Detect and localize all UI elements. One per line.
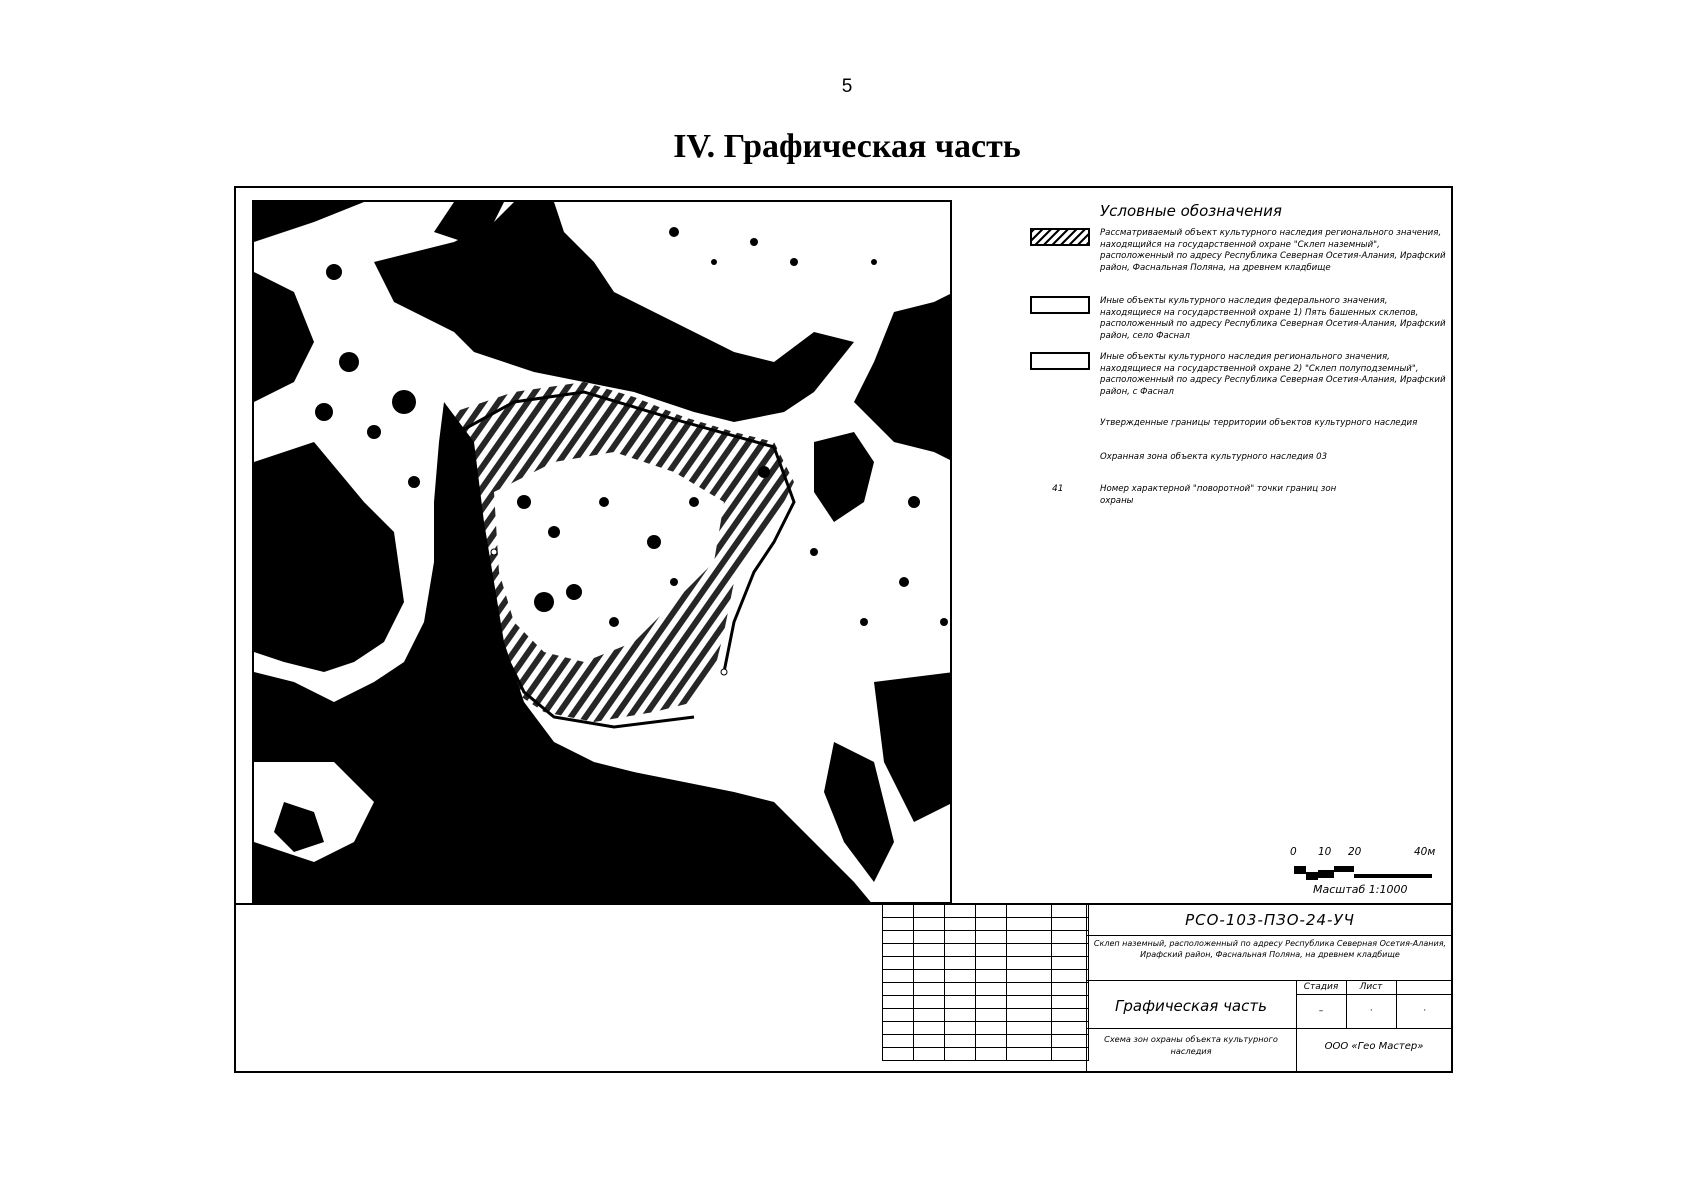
- outlined-box-icon: [1030, 352, 1090, 370]
- stamp-grid: [882, 904, 1089, 1061]
- scale-label-10: 10: [1318, 846, 1332, 858]
- sheets-value: ·: [1423, 1006, 1426, 1016]
- map-image: [254, 202, 952, 904]
- sheet-value: ·: [1369, 1006, 1373, 1016]
- outlined-box-icon: [1030, 296, 1090, 314]
- organization: ООО «Гео Мастер»: [1324, 1041, 1424, 1052]
- object-description: Склеп наземный, расположенный по адресу Республика Северная Осетия-Алания, Ирафский район, Фаснальная Поляна, на древнем кладбище: [1093, 939, 1447, 959]
- legend-item-5: Охранная зона объекта культурного наследия 03: [1100, 452, 1328, 462]
- stage-label: Стадия: [1303, 982, 1339, 992]
- legend-title: Условные обозначения: [1100, 202, 1282, 220]
- hatched-box-icon: [1030, 228, 1090, 246]
- point-marker-icon: 41: [1052, 484, 1064, 494]
- scale-label-20: 20: [1348, 846, 1362, 858]
- document-code: РСО-103-ПЗО-24-УЧ: [1185, 911, 1355, 929]
- scale-label-40: 40м: [1414, 846, 1436, 858]
- stage-value: –: [1318, 1006, 1324, 1016]
- page-number: 5: [841, 76, 853, 97]
- legend-item-2: Иные объекты культурного наследия федерального значения, находящиеся на государственной охране 1) Пять башенных склепов, расположенный по адресу Республика Северная Осетия-Алания, Ирафский район, село Фаснал: [1100, 296, 1446, 341]
- section-title: Графическая часть: [1115, 997, 1267, 1015]
- page-title: IV. Графическая часть: [673, 128, 1021, 165]
- sheet-label: Лист: [1359, 982, 1383, 992]
- scale-label-0: 0: [1290, 846, 1297, 858]
- legend-item-6: Номер характерной "поворотной" точки границ зон охраны: [1100, 484, 1337, 506]
- legend-item-1: Рассматриваемый объект культурного наследия регионального значения, находящийся на государственной охране "Склеп наземный", расположенный по адресу Республика Северная Осетия-Алания, Ирафский район, Фаснальная Поляна, на древнем кладбище: [1100, 228, 1446, 273]
- aerial-map: [252, 200, 952, 904]
- legend-item-3: Иные объекты культурного наследия регионального значения, находящиеся на государственной охране 2) "Склеп полуподземный", расположенный по адресу Республика Северная Осетия-Алания, Ирафский район, с Фаснал: [1100, 352, 1446, 397]
- legend-item-4: Утвержденные границы территории объектов культурного наследия: [1100, 418, 1418, 428]
- scale-caption: Масштаб 1:1000: [1313, 883, 1408, 896]
- schema-title: Схема зон охраны объекта культурного наследия: [1104, 1034, 1278, 1056]
